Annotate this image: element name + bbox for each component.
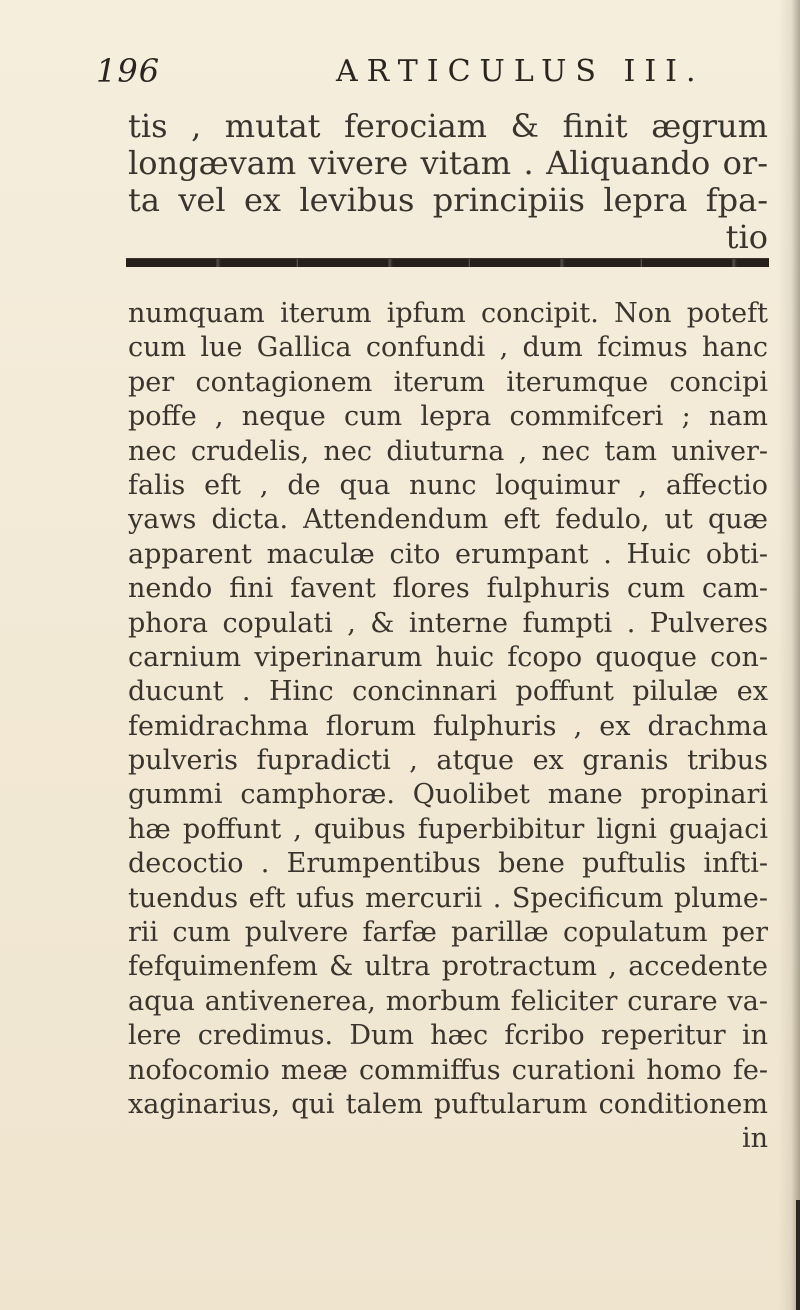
text-line: fefquimenfem & ultra protractum , accedente [128,951,768,983]
text-line: cum lue Gallica confundi , dum fcimus hanc [128,332,768,364]
text-line: apparent maculæ cito erumpant . Huic obti- [128,538,768,570]
text-line: ducunt . Hinc concinnari poffunt pilulæ ex [128,676,768,708]
text-line: per contagionem iterum iterumque concipi [128,366,768,398]
text-line: poffe , neque cum lepra commifceri ; nam [128,401,768,433]
text-line: yaws dicta. Attendendum eft fedulo, ut quæ [128,504,768,536]
text-line: nofocomio meæ commiffus curationi homo fe- [128,1054,768,1086]
text-line: tis , mutat ferociam & finit ægrum [128,108,768,145]
page-edge-shadow [778,0,800,1310]
page-edge-mark [796,1200,800,1310]
section-divider-rule [126,258,769,267]
text-line: hæ poffunt , quibus fuperbibitur ligni guajaci [128,813,768,845]
text-line: rii cum pulvere farfæ parillæ copulatum per [128,917,768,949]
text-line: decoctio . Erumpentibus bene puftulis infti- [128,848,768,880]
text-line: carnium viperinarum huic fcopo quoque con- [128,641,768,673]
text-line: tuendus eft ufus mercurii . Specificum plume- [128,882,768,914]
text-line: aqua antivenerea, morbum feliciter curare va- [128,985,768,1017]
text-line: phora copulati , & interne fumpti . Pulveres [128,607,768,639]
text-line: nendo fini favent flores fulphuris cum cam- [128,573,768,605]
page-header [96,52,736,102]
running-head: ARTICULUS III. [336,54,705,89]
main-text-block [128,297,768,1157]
text-line: gummi camphoræ. Quolibet mane propinari [128,779,768,811]
text-line: numquam iterum ipfum concipit. Non poteft [128,298,768,329]
text-line: xaginarius, qui talem puftularum conditionem [128,1088,768,1120]
page-number: 196 [96,52,161,90]
text-line: nec crudelis, nec diuturna , nec tam univer- [128,435,768,467]
text-line: longævam vivere vitam . Aliquando or- [128,145,768,182]
text-line: ta vel ex levibus principiis lepra fpa- [128,182,768,219]
top-text-block [128,108,768,256]
text-line: femidrachma florum fulphuris , ex drachma [128,710,768,742]
text-line: tio [725,219,768,256]
text-line: pulveris fupradicti , atque ex granis tribus [128,745,768,777]
catchword: in [741,1123,768,1155]
text-line: falis eft , de qua nunc loquimur , affectio [128,469,768,501]
text-line: lere credimus. Dum hæc fcribo reperitur in [128,1020,768,1052]
